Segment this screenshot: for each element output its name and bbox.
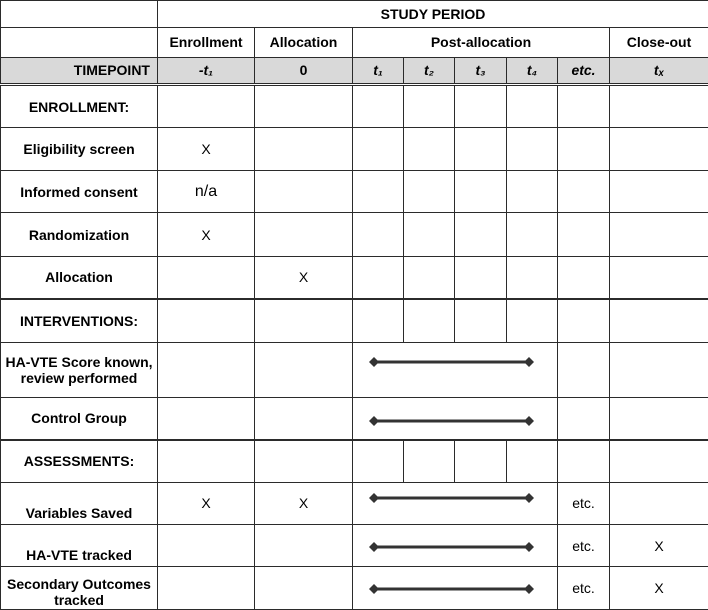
mark-eligibility-enrollment: X [158,128,255,170]
header-row-phases [1,28,708,57]
mark-variables-etc: etc. [558,482,610,524]
row-randomization [1,213,708,257]
timepoint-enroll [158,57,255,84]
timepoint-t1-text: t₁ [373,62,383,79]
phase-label-cell [1,28,158,57]
mark-secondary-etc: etc. [558,567,610,610]
phase-allocation: Allocation [255,28,353,57]
timepoint-etc [558,57,610,84]
timepoint-tx-text: tₓ [653,62,665,79]
label-randomization: Randomization [1,213,158,257]
phase-post-allocation: Post-allocation [353,28,610,57]
label-consent: Informed consent [1,170,158,212]
label-havte-tracked: HA-VTE tracked [1,524,158,566]
timepoint-tx [610,57,708,84]
mark-consent-enrollment: n/a [158,170,255,212]
mark-secondary-close: X [610,567,708,610]
duration-cell-havte-tracked [353,524,558,566]
timepoint-enroll-text: -t₁ [198,62,214,79]
study-period-header: STUDY PERIOD [158,1,708,28]
timepoint-t2-text: t₂ [423,62,434,79]
timepoint-t2 [404,57,455,84]
duration-cell-secondary [353,567,558,610]
timepoint-t1 [353,57,404,84]
row-variables [1,482,708,524]
header-row-study-period [1,1,708,28]
duration-cell-variables [353,482,558,524]
mark-variables-allocation: X [255,482,353,524]
section-row-enrollment [1,84,708,128]
corner-cell [1,1,158,28]
section-interventions: INTERVENTIONS: [1,299,158,343]
header-row-timepoint [1,57,708,84]
row-eligibility [1,128,708,170]
phase-close-out: Close-out [610,28,708,57]
mark-havte-tracked-etc: etc. [558,524,610,566]
timepoint-alloc: 0 [255,57,353,84]
mark-randomization-enrollment: X [158,213,255,257]
label-variables: Variables Saved [1,482,158,524]
mark-havte-tracked-close: X [610,524,708,566]
row-secondary [1,567,708,610]
timepoint-t4 [507,57,558,84]
mark-allocation-allocation: X [255,256,353,298]
section-enrollment: ENROLLMENT: [1,84,158,128]
label-control: Control Group [1,397,158,439]
label-allocation: Allocation [1,256,158,298]
row-control [1,397,708,439]
duration-cell-havte-score [353,342,558,397]
section-row-interventions [1,299,708,343]
timepoint-t3 [455,57,507,84]
label-secondary: Secondary Outcomes tracked [1,567,158,610]
row-consent [1,170,708,212]
duration-cell-control [353,397,558,439]
label-eligibility: Eligibility screen [1,128,158,170]
timepoint-etc-text: etc. [571,62,596,79]
row-allocation [1,256,708,298]
row-havte-tracked [1,524,708,566]
mark-variables-enrollment: X [158,482,255,524]
phase-enrollment: Enrollment [158,28,255,57]
timepoint-t4-text: t₄ [526,62,538,79]
timepoint-t3-text: t₃ [475,62,486,79]
row-havte-score [1,342,708,397]
section-assessments: ASSESSMENTS: [1,440,158,482]
section-row-assessments [1,440,708,482]
label-havte-score: HA-VTE Score known, review performed [1,342,158,397]
timepoint-label: TIMEPOINT [1,57,158,84]
